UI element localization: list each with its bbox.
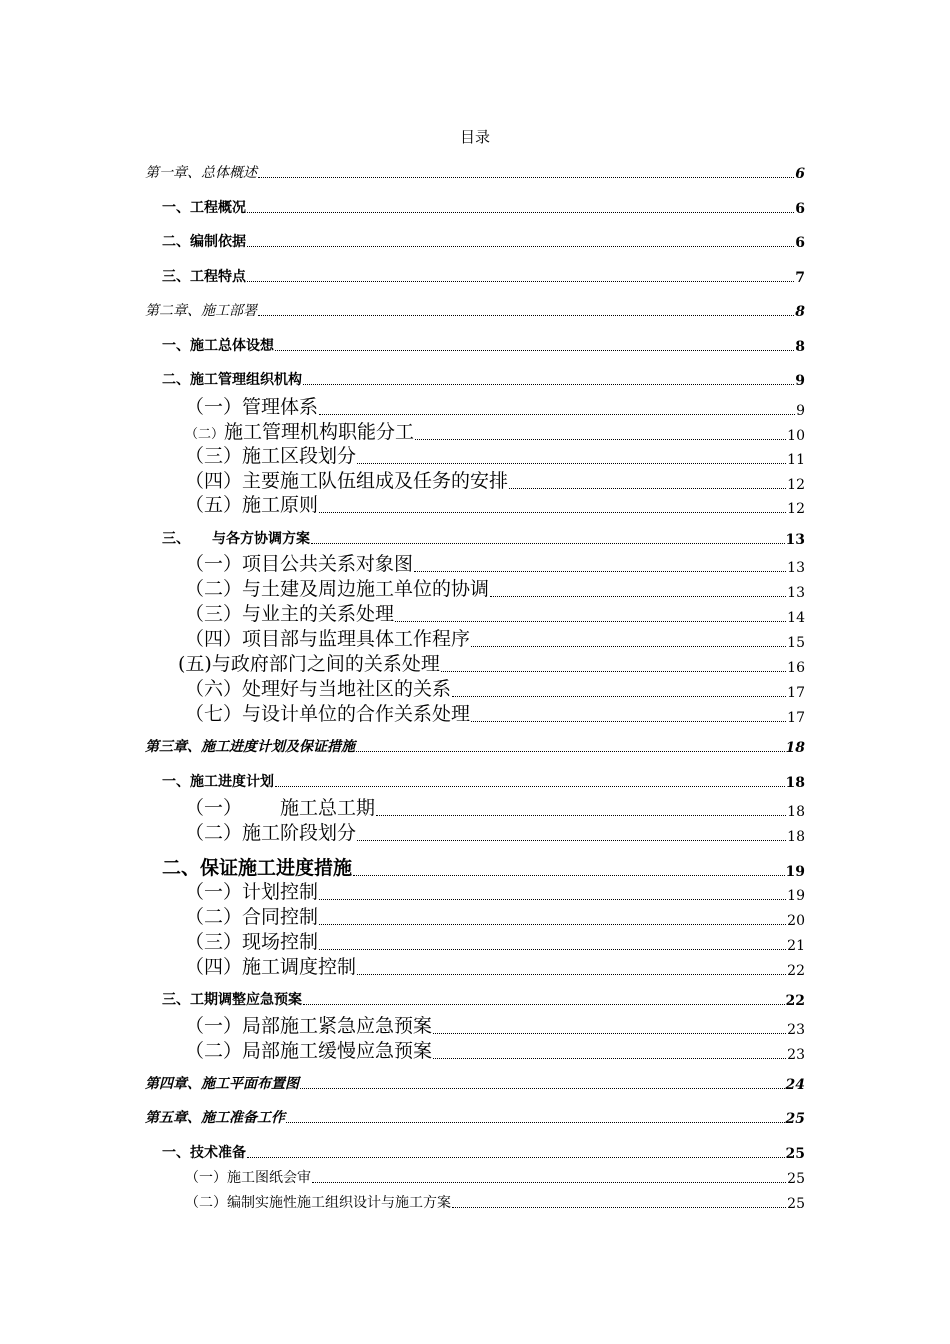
toc-entry-chapter[interactable] bbox=[145, 736, 805, 756]
toc-entry-page: 19 bbox=[787, 888, 805, 904]
toc-entry-subsection[interactable] bbox=[185, 624, 805, 651]
toc-entry-chapter[interactable] bbox=[145, 1073, 805, 1093]
toc-entry-page: 12 bbox=[787, 477, 805, 493]
toc-entry-subsection[interactable] bbox=[185, 466, 805, 493]
toc-entry-section[interactable] bbox=[162, 197, 805, 217]
toc-entry-subsection[interactable] bbox=[185, 699, 805, 726]
toc-entry-subsection[interactable] bbox=[185, 417, 805, 444]
toc-entry-page: 25 bbox=[787, 1196, 805, 1212]
toc-entry-page: 25 bbox=[785, 1111, 805, 1127]
toc-entry-label: （三）现场控制 bbox=[185, 931, 319, 953]
toc-entry-page: 22 bbox=[787, 963, 805, 979]
toc-entry-page: 18 bbox=[787, 804, 805, 820]
toc-entry-page: 19 bbox=[785, 864, 805, 880]
toc-entry-page: 10 bbox=[787, 428, 805, 444]
toc-entry-page: 8 bbox=[795, 339, 805, 355]
toc-entry-label: 三、工期调整应急预案 bbox=[162, 992, 302, 1008]
toc-entry-label: 第五章、施工准备工作 bbox=[145, 1110, 285, 1126]
toc-entry-section[interactable] bbox=[162, 989, 805, 1009]
toc-entry-subsection[interactable] bbox=[185, 1192, 805, 1212]
toc-entry-page: 15 bbox=[787, 635, 805, 651]
toc-entry-label: 施工总工期 bbox=[280, 797, 376, 819]
toc-entry-subsection[interactable] bbox=[185, 818, 805, 845]
toc-entry-subsection[interactable] bbox=[185, 1036, 805, 1063]
toc-entry-page: 8 bbox=[795, 304, 805, 320]
toc-entry-chapter[interactable] bbox=[145, 300, 805, 320]
toc-entry-page: 7 bbox=[795, 270, 805, 286]
toc-entry-subsection[interactable] bbox=[185, 490, 805, 517]
toc-entry-subsection[interactable] bbox=[178, 649, 805, 676]
toc-entry-page: 13 bbox=[787, 560, 805, 576]
toc-entry-page: 25 bbox=[785, 1146, 805, 1162]
toc-entry-section[interactable] bbox=[162, 1142, 805, 1162]
toc-entry-page: 6 bbox=[795, 201, 805, 217]
toc-entry-prefix: 三、 bbox=[162, 531, 190, 547]
toc-entry-page: 25 bbox=[787, 1171, 805, 1187]
toc-entry-label: 第一章、总体概述 bbox=[145, 165, 257, 181]
toc-entry-label: 第四章、施工平面布置图 bbox=[145, 1076, 299, 1092]
toc-entry-subsection[interactable] bbox=[185, 1011, 805, 1038]
toc-entry-subsection[interactable] bbox=[185, 952, 805, 979]
toc-entry-section[interactable] bbox=[162, 771, 805, 791]
toc-entry-subsection[interactable] bbox=[185, 599, 805, 626]
toc-entry-page: 23 bbox=[787, 1022, 805, 1038]
toc-entry-page: 9 bbox=[796, 403, 805, 419]
toc-entry-label: 二、保证施工进度措施 bbox=[162, 857, 353, 879]
toc-entry-label: 一、技术准备 bbox=[162, 1145, 246, 1161]
toc-entry-page: 24 bbox=[785, 1077, 805, 1093]
toc-entry-subsection[interactable] bbox=[185, 793, 805, 820]
toc-entry-page: 6 bbox=[795, 166, 805, 182]
toc-entry-page: 14 bbox=[787, 610, 805, 626]
toc-entry-page: 18 bbox=[785, 740, 805, 756]
toc-entry-label: 三、工程特点 bbox=[162, 269, 246, 285]
toc-entry-label: （一）施工图纸会审 bbox=[185, 1170, 311, 1186]
toc-entry-prefix: （一） bbox=[185, 797, 243, 819]
toc-entry-subsection[interactable] bbox=[185, 549, 805, 576]
toc-entry-page: 16 bbox=[787, 660, 805, 676]
toc-entry-label: （六）处理好与当地社区的关系 bbox=[185, 678, 452, 700]
toc-entry-label: （一）局部施工紧急应急预案 bbox=[185, 1015, 433, 1037]
toc-entry-label: （一）项目公共关系对象图 bbox=[185, 553, 414, 575]
toc-entry-label: （二）与土建及周边施工单位的协调 bbox=[185, 578, 490, 600]
toc-entry-section[interactable] bbox=[162, 853, 805, 880]
toc-entry-label: （一）管理体系 bbox=[185, 396, 319, 418]
toc-entry-page: 13 bbox=[787, 585, 805, 601]
toc-entry-chapter[interactable] bbox=[145, 162, 805, 182]
toc-entry-section[interactable] bbox=[162, 231, 805, 251]
toc-entry-page: 9 bbox=[795, 373, 805, 389]
toc-entry-label: （五）施工原则 bbox=[185, 494, 319, 516]
toc-entry-label: 二、施工管理组织机构 bbox=[162, 372, 302, 388]
toc-entry-page: 22 bbox=[785, 993, 805, 1009]
toc-entry-label: 第三章、施工进度计划及保证措施 bbox=[145, 739, 355, 755]
toc-entry-subsection[interactable] bbox=[185, 902, 805, 929]
toc-entry-label: （二）合同控制 bbox=[185, 906, 319, 928]
toc-entry-label: 二、编制依据 bbox=[162, 234, 246, 250]
toc-entry-page: 18 bbox=[787, 829, 805, 845]
toc-entry-chapter[interactable] bbox=[145, 1107, 805, 1127]
toc-entry-page: 17 bbox=[787, 685, 805, 701]
toc-entry-section[interactable] bbox=[162, 369, 805, 389]
toc-entry-subsection[interactable] bbox=[185, 674, 805, 701]
toc-entry-label: (五)与政府部门之间的关系处理 bbox=[178, 653, 440, 675]
toc-entry-page: 18 bbox=[785, 775, 805, 791]
toc-entry-page: 21 bbox=[787, 938, 805, 954]
toc-entry-section[interactable] bbox=[162, 266, 805, 286]
toc-entry-label: （四）施工调度控制 bbox=[185, 956, 357, 978]
toc-entry-label: 一、施工总体设想 bbox=[162, 338, 274, 354]
toc-entry-prefix: （二） bbox=[185, 427, 225, 442]
toc-entry-subsection[interactable] bbox=[185, 574, 805, 601]
toc-title: 目录 bbox=[459, 128, 490, 146]
toc-entry-label: 与各方协调方案 bbox=[212, 531, 310, 547]
toc-entry-page: 12 bbox=[787, 501, 805, 517]
toc-entry-label: 一、工程概况 bbox=[162, 200, 246, 216]
toc-entry-section[interactable] bbox=[162, 335, 805, 355]
toc-entry-subsection[interactable] bbox=[185, 877, 805, 904]
toc-entry-subsection[interactable] bbox=[185, 927, 805, 954]
toc-entry-page: 11 bbox=[787, 452, 805, 468]
toc-entry-page: 13 bbox=[785, 532, 805, 548]
toc-entry-page: 17 bbox=[787, 710, 805, 726]
toc-entry-label: （四）项目部与监理具体工作程序 bbox=[185, 628, 471, 650]
toc-entry-label: （三）与业主的关系处理 bbox=[185, 603, 395, 625]
toc-entry-page: 23 bbox=[787, 1047, 805, 1063]
toc-entry-label: （二）施工阶段划分 bbox=[185, 822, 357, 844]
toc-entry-label: （三）施工区段划分 bbox=[185, 445, 357, 467]
toc-entry-label: （七）与设计单位的合作关系处理 bbox=[185, 703, 471, 725]
toc-entry-label: 一、施工进度计划 bbox=[162, 774, 274, 790]
toc-entry-label: （四）主要施工队伍组成及任务的安排 bbox=[185, 470, 509, 492]
toc-entry-subsection[interactable] bbox=[185, 441, 805, 468]
toc-entry-label: （二）局部施工缓慢应急预案 bbox=[185, 1040, 433, 1062]
toc-entry-label: 施工管理机构职能分工 bbox=[224, 421, 415, 443]
toc-entry-label: 第二章、施工部署 bbox=[145, 303, 257, 319]
toc-entry-section[interactable] bbox=[162, 528, 805, 548]
toc-entry-label: （二）编制实施性施工组织设计与施工方案 bbox=[185, 1195, 451, 1211]
toc-entry-page: 6 bbox=[795, 235, 805, 251]
toc-entry-subsection[interactable] bbox=[185, 392, 805, 419]
toc-entry-page: 20 bbox=[787, 913, 805, 929]
toc-entry-subsection[interactable] bbox=[185, 1167, 805, 1187]
toc-entry-label: （一）计划控制 bbox=[185, 881, 319, 903]
